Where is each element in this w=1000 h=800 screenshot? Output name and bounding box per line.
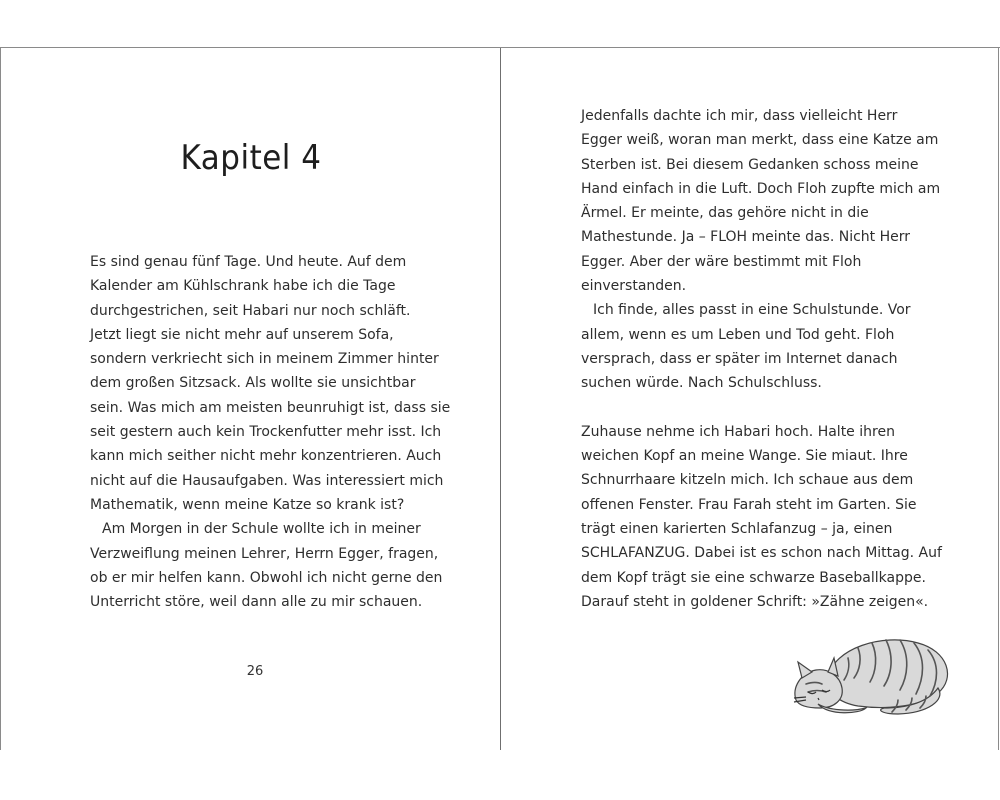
body-line: nicht auf die Hausaufgaben. Was interessiert mich <box>90 472 444 489</box>
body-line: trägt einen karierten Schlafanzug – ja, einen <box>581 521 893 538</box>
body-line: Kalender am Kühlschrank habe ich die Tage <box>90 278 396 295</box>
body-line: dem Kopf trägt sie eine schwarze Baseballkappe. <box>581 569 926 586</box>
body-line: Ich finde, alles passt in eine Schulstunde. Vor <box>593 302 911 319</box>
body-line: Schnurrhaare kitzeln mich. Ich schaue aus dem <box>581 472 914 489</box>
body-line: Ärmel. Er meinte, das gehöre nicht in die <box>581 205 869 222</box>
body-line: Jedenfalls dachte ich mir, dass vielleicht Herr <box>581 108 898 124</box>
left-page-body <box>90 250 451 614</box>
body-line: SCHLAFANZUG. Dabei ist es schon nach Mittag. Auf <box>581 545 942 562</box>
body-line: Am Morgen in der Schule wollte ich in meiner <box>102 521 421 538</box>
body-line: Jetzt liegt sie nicht mehr auf unserem Sofa, <box>90 326 394 343</box>
body-line: Es sind genau fünf Tage. Und heute. Auf dem <box>90 254 407 270</box>
body-line: Zuhause nehme ich Habari hoch. Halte ihren <box>581 423 895 440</box>
body-line: sein. Was mich am meisten beunruhigt ist, dass sie <box>90 399 451 416</box>
body-line: Sterben ist. Bei diesem Gedanken schoss meine <box>581 156 919 173</box>
body-line: kann mich seither nicht mehr konzentrieren. Auch <box>90 448 442 465</box>
body-line: seit gestern auch kein Trockenfutter mehr isst. Ich <box>90 424 442 441</box>
sleeping-cat-illustration <box>788 618 956 718</box>
body-line: allem, wenn es um Leben und Tod geht. Floh <box>581 326 895 343</box>
body-line: Hand einfach in die Luft. Doch Floh zupfte mich am <box>581 180 941 197</box>
body-line: Unterricht störe, weil dann alle zu mir schauen. <box>90 594 423 611</box>
body-line: Verzweiflung meinen Lehrer, Herrn Egger, fragen, <box>90 545 439 562</box>
body-line: suchen würde. Nach Schulschluss. <box>581 375 822 392</box>
body-line: Darauf steht in goldener Schrift: »Zähne zeigen«. <box>581 593 929 610</box>
body-line: Egger. Aber der wäre bestimmt mit Floh <box>581 253 862 270</box>
body-line: Mathematik, wenn meine Katze so krank ist? <box>90 496 405 513</box>
right-page-body <box>581 104 942 614</box>
right-page <box>501 48 999 750</box>
chapter-title: Kapitel 4 <box>180 138 322 178</box>
body-line: Mathestunde. Ja – FLOH meinte das. Nicht Herr <box>581 229 911 246</box>
paragraph-gap <box>581 396 921 420</box>
page-number: 26 <box>246 664 264 679</box>
body-line: weichen Kopf an meine Wange. Sie miaut. Ihre <box>581 448 908 465</box>
body-line: einverstanden. <box>581 278 687 295</box>
body-line: durchgestrichen, seit Habari nur noch schläft. <box>90 302 411 319</box>
body-line: dem großen Sitzsack. Als wollte sie unsichtbar <box>90 375 416 392</box>
body-line: offenen Fenster. Frau Farah steht im Garten. Sie <box>581 496 917 513</box>
body-line: versprach, dass er später im Internet danach <box>581 350 898 367</box>
left-page <box>0 48 500 750</box>
body-line: ob er mir helfen kann. Obwohl ich nicht gerne den <box>90 569 443 586</box>
body-line: sondern verkriecht sich in meinem Zimmer hinter <box>90 351 439 368</box>
body-line: Egger weiß, woran man merkt, dass eine Katze am <box>581 132 939 149</box>
